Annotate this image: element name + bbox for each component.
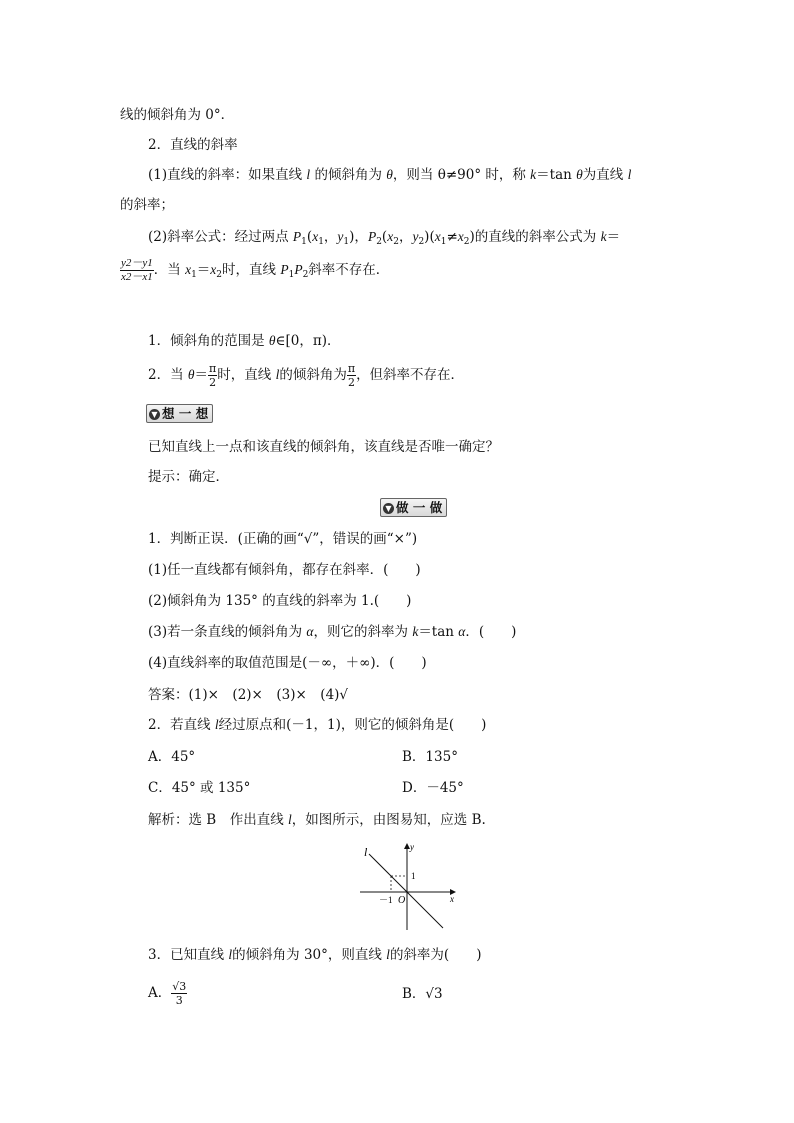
slope-formula-cont: $\frac{y2-y1}{x2-x1}$ ．当 $x_1=x_2$时，直线 $P_1P_2$斜率不存在． [121,257,390,283]
option-b: B．135° [402,749,458,765]
origin-label: O [398,895,406,906]
answer: 答案：(1)× (2)× (3)× (4)√ [148,687,349,703]
y-axis-label: y [410,842,414,852]
definition-slope: (1)直线的斜率：如果直线 l 的倾斜角为 θ，则当 θ≠90° 时，称 k＝tan θ为直线 l [148,167,632,183]
question-1-item: (2)倾斜角为 135° 的直线的斜率为 1.( ) [148,593,412,609]
text-line: 的斜率； [120,197,174,213]
think-hint: 提示：确定． [148,469,229,485]
section-heading: 2．直线的斜率 [148,137,238,153]
tick-label: 1 [411,871,416,881]
x-axis-label: x [450,894,454,904]
question-2: 2．若直线 l经过原点和(－1，1)，则它的倾斜角是( ) [148,717,487,733]
think-question: 已知直线上一点和该直线的倾斜角，该直线是否唯一确定？ [148,439,499,455]
chevron-down-icon: ▼ [383,503,394,514]
option-d: D．－45° [402,780,464,796]
question-1-item: (1)任一直线都有倾斜角，都存在斜率．( ) [148,562,421,578]
slope-formula: (2)斜率公式：经过两点 $P_1(x_1$，$y_1$)，$P_2(x_2$，$y_2)(x_1\ne x_2)$的直线的斜率公式为 k＝ [148,229,621,247]
text-line: 线的倾斜角为 0°． [120,107,235,123]
line-graph-figure [355,840,465,934]
solution: 解析：选 B 作出直线 l，如图所示，由图易知，应选 B. [148,812,486,828]
practice-tag: ▼ 做 一 做 [380,498,447,517]
think-tag: ▼ 想 一 想 [146,404,213,423]
tick-label: －1 [379,895,393,905]
question-1-item: (3)若一条直线的倾斜角为 α，则它的斜率为 k＝tan α．( ) [148,624,517,640]
option-b: B．√3 [402,986,443,1002]
option-a: A．45° [148,749,196,765]
option-c: C．45° 或 135° [148,780,251,796]
line-label: l [364,845,368,859]
slope-fraction: $\frac{y2-y1}{x2-x1}$ [121,257,153,283]
option-a: A． $\frac{√3}{3}$ [148,980,187,1007]
note-2: 2．当 θ＝ $\frac{\pi}{2}$ 时，直线 l的倾斜角为 $\frac{\pi}{2}$ ，但斜率不存在． [148,362,465,389]
chevron-down-icon: ▼ [149,409,160,420]
question-1: 1．判断正误．(正确的画“√”，错误的画“×”) [148,531,418,547]
note-1: 1．倾斜角的范围是 θ∈[0，π)． [148,333,341,349]
question-1-item: (4)直线斜率的取值范围是(－∞，＋∞)．( ) [148,655,427,671]
question-3: 3．已知直线 l的倾斜角为 30°，则直线 l的斜率为( ) [148,947,482,963]
line-l [369,854,443,928]
